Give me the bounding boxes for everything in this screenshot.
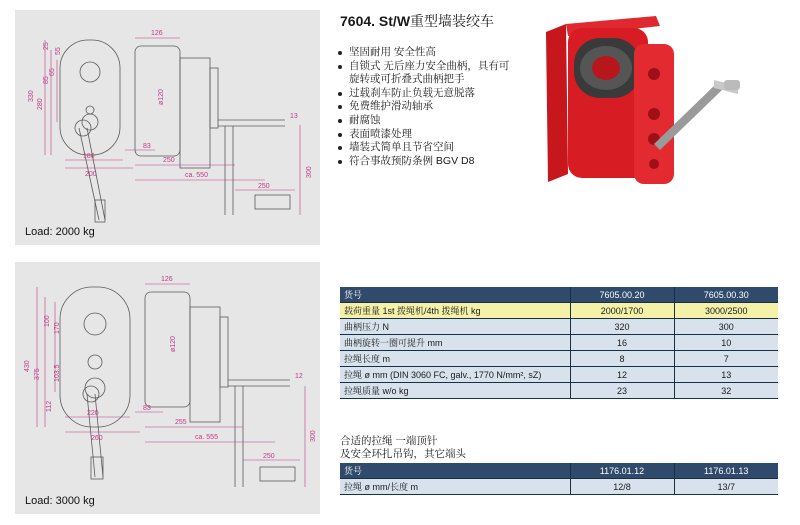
spec-header-row	[340, 287, 778, 303]
dim-255: 255	[175, 419, 187, 426]
dim-300: 300	[310, 430, 317, 442]
rope-note-line: 及安全环扎吊钩，其它端头	[340, 448, 466, 460]
rope-value: 12/8	[570, 479, 674, 495]
dim-83: 83	[143, 143, 151, 150]
spec-value: 13	[674, 367, 778, 383]
dim-375: 375	[34, 368, 41, 380]
spec-value: 8	[570, 351, 674, 367]
spec-row	[340, 335, 778, 351]
spec-header-model-2: 7605.00.30	[674, 287, 778, 303]
spec-label: 拉绳质量 w/o kg	[340, 383, 570, 399]
dim-13: 13	[290, 113, 298, 120]
spec-label: 拉绳长度 m	[340, 351, 570, 367]
dim-280: 280	[37, 98, 44, 110]
spec-value: 300	[674, 319, 778, 335]
rope-table	[340, 463, 778, 495]
spec-label: 载荷重量 1st 拨绳机/4th 拨绳机 kg	[340, 303, 570, 319]
feature-item: 过载刹车防止负载无意脱落	[336, 87, 509, 101]
spec-value: 7	[674, 351, 778, 367]
dim-430: 430	[24, 360, 31, 372]
rope-header-label: 货号	[340, 463, 570, 479]
feature-item: 耐腐蚀	[336, 114, 509, 128]
dim-112: 112	[46, 400, 53, 412]
drawing-panel-2000	[15, 10, 320, 245]
feature-item: 坚固耐用 安全性高	[336, 46, 509, 60]
spec-table	[340, 287, 778, 399]
technical-drawing-3000	[15, 262, 320, 514]
product-name: 重型墙装绞车	[410, 13, 495, 29]
rope-header-model-2: 1176.01.13	[674, 463, 778, 479]
spec-value: 320	[570, 319, 674, 335]
dim-126: 126	[151, 30, 163, 37]
feature-item: 墙装式简单且节省空间	[336, 141, 509, 155]
dim-200: 200	[85, 171, 97, 178]
drawing-panel-3000	[15, 262, 320, 514]
dim-180: 180	[83, 153, 95, 160]
spec-header-model-1: 7605.00.20	[570, 287, 674, 303]
spec-label: 曲柄旋转一圈可提升 mm	[340, 335, 570, 351]
technical-drawing-2000	[15, 10, 320, 245]
rope-row	[340, 479, 778, 495]
dim-103-5: 103.5	[54, 364, 61, 382]
feature-item: 免费维护滑动轴承	[336, 100, 509, 114]
spec-row	[340, 351, 778, 367]
spec-value: 12	[570, 367, 674, 383]
dim-126: 126	[161, 276, 173, 283]
dim-d120: ø120	[158, 89, 165, 105]
dim-250: 250	[163, 157, 175, 164]
rope-label: 拉绳 ø mm/长度 m	[340, 479, 570, 495]
spec-value: 10	[674, 335, 778, 351]
dim-170: 170	[54, 322, 61, 334]
spec-value: 32	[674, 383, 778, 399]
spec-row	[340, 367, 778, 383]
dim-550: ca. 550	[185, 172, 208, 179]
dim-83: 83	[143, 405, 151, 412]
feature-item: 自锁式 无后座力安全曲柄，具有可	[336, 60, 509, 74]
dim-250: 250	[263, 453, 275, 460]
spec-row	[340, 319, 778, 335]
rope-note-line: 合适的拉绳 一端顶针	[340, 435, 438, 447]
rope-header-row	[340, 463, 778, 479]
spec-row-load	[340, 303, 778, 319]
product-title	[340, 11, 494, 31]
product-code: 7604. St/W	[340, 13, 411, 29]
rope-header-model-1: 1176.01.12	[570, 463, 674, 479]
dim-555: ca. 555	[195, 434, 218, 441]
load-label-3000: Load: 3000 kg	[25, 495, 95, 507]
rope-note	[340, 435, 466, 461]
dim-25: 25	[43, 42, 50, 50]
load-label-2000: Load: 2000 kg	[25, 226, 95, 238]
winch-photo	[538, 14, 743, 189]
feature-item-continuation: 旋转或可折叠式曲柄把手	[349, 73, 465, 86]
dim-100: 100	[44, 315, 51, 327]
spec-row	[340, 383, 778, 399]
spec-value: 2000/1700	[570, 303, 674, 319]
spec-value: 16	[570, 335, 674, 351]
dim-330: 330	[28, 90, 35, 102]
dim-55: 55	[55, 47, 62, 55]
spec-header-label: 货号	[340, 287, 570, 303]
feature-item: 表面喷漆处理	[336, 128, 509, 142]
dim-65: 65	[49, 68, 56, 76]
spec-label: 曲柄压力 N	[340, 319, 570, 335]
feature-list	[336, 46, 509, 168]
dim-85: 85	[43, 76, 50, 84]
spec-value: 23	[570, 383, 674, 399]
rope-value: 13/7	[674, 479, 778, 495]
dim-300: 300	[306, 166, 313, 178]
dim-d120: ø120	[170, 336, 177, 352]
feature-item: 符合事故预防条例 BGV D8	[336, 155, 509, 169]
dim-260: 260	[91, 435, 103, 442]
dim-220: 220	[87, 410, 99, 417]
spec-value: 3000/2500	[674, 303, 778, 319]
dim-250b: 250	[258, 183, 270, 190]
spec-label: 拉绳 ø mm (DIN 3060 FC, galv., 1770 N/mm², sZ)	[340, 367, 570, 383]
dim-12: 12	[295, 373, 303, 380]
